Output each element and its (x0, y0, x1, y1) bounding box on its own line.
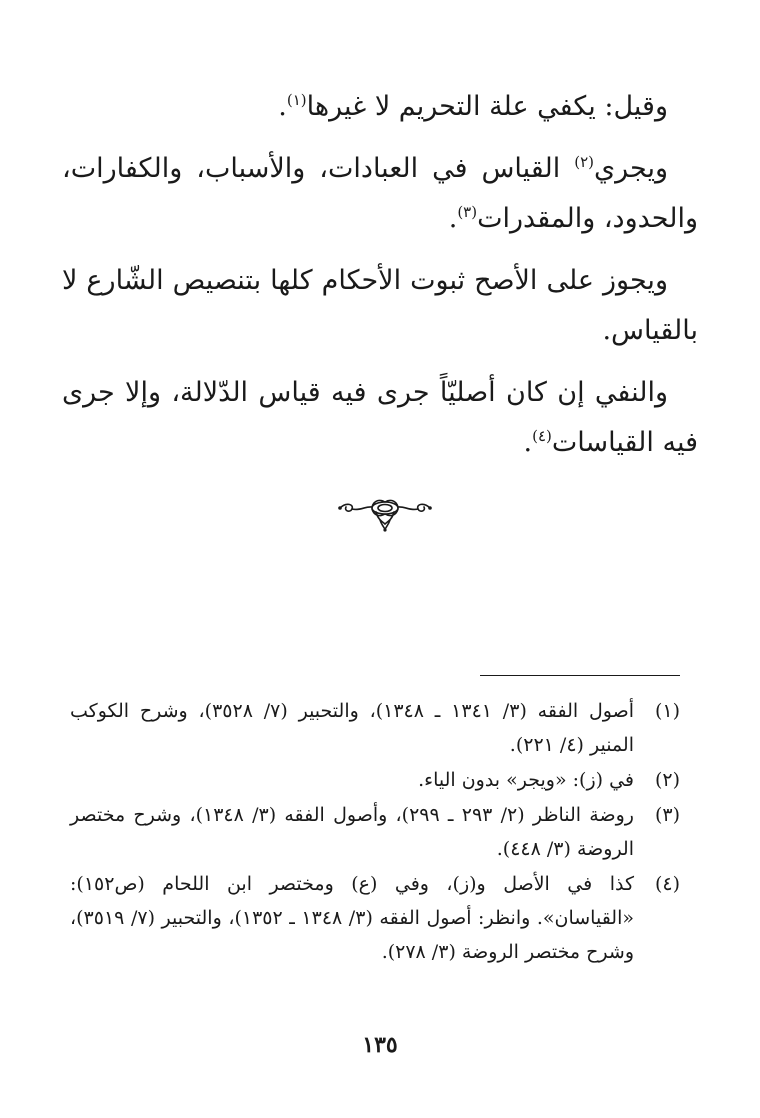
paragraph-1-tail: . (278, 91, 287, 122)
footnote-text: روضة الناظر (٢/ ٢٩٣ ـ ٢٩٩)، وأصول الفقه (٣/ ١٣٤٨)، وشرح مختصر الروضة (٣/ ٤٤٨). (70, 804, 634, 860)
footnote-ref-3: (٣) (457, 203, 478, 221)
footnote-number: (٣) (654, 804, 680, 826)
footnotes-block (70, 694, 680, 970)
footnote-text: كذا في الأصل و(ز)، وفي (ع) ومختصر ابن اللحام (ص١٥٢): «القياسان». وانظر: أصول الفقه (٣/ ١٣٤٨ ـ ١٣٥٢)، والتحبير (٧/ ٣٥١٩)، وشرح مختصر الروضة (٣/ ٢٧٨). (70, 873, 634, 963)
paragraph-2-tail: القياس في العبادات، والأسباب، والكفارات، والحدود، والمقدرات (62, 153, 698, 234)
paragraph-4-tail: . (523, 427, 533, 458)
footnote-ref-4: (٤) (532, 427, 552, 445)
footnote-ref-2: (٢) (574, 153, 594, 171)
paragraph-1-text: وقيل: يكفي علة التحريم لا غيرها (306, 91, 668, 122)
footnote-2 (70, 763, 680, 797)
footnote-number: (٤) (654, 873, 680, 895)
footnote-ref-1: (١) (286, 91, 307, 109)
footnote-text: في (ز): «ويجر» بدون الياء. (418, 769, 634, 791)
footnote-number: (١) (654, 700, 680, 722)
paragraph-3-text: ويجوز على الأصح ثبوت الأحكام كلها بتنصيص الشّارع لا بالقياس. (62, 265, 698, 346)
footnote-text: أصول الفقه (٣/ ١٣٤١ ـ ١٣٤٨)، والتحبير (٧/ ٣٥٢٨)، وشرح الكوكب المنير (٤/ ٢٢١). (70, 700, 634, 756)
footnote-divider (480, 675, 680, 676)
paragraph-2-tail-2: . (448, 203, 458, 234)
paragraph-3 (62, 256, 698, 356)
page-number: ١٣٥ (362, 1032, 398, 1058)
paragraph-2-text: ويجري (593, 153, 668, 184)
paragraph-4 (62, 368, 698, 468)
main-text-block (62, 82, 698, 480)
paragraph-4-text: والنفي إن كان أصليّاً جرى فيه قياس الدّلالة، وإلا جرى فيه القياسات (62, 377, 698, 458)
footnote-3 (70, 798, 680, 866)
footnote-1 (70, 694, 680, 762)
paragraph-2 (62, 144, 698, 244)
floral-divider-icon (330, 494, 440, 534)
footnote-4 (70, 867, 680, 969)
footnote-number: (٢) (654, 769, 680, 791)
paragraph-1 (62, 82, 698, 132)
